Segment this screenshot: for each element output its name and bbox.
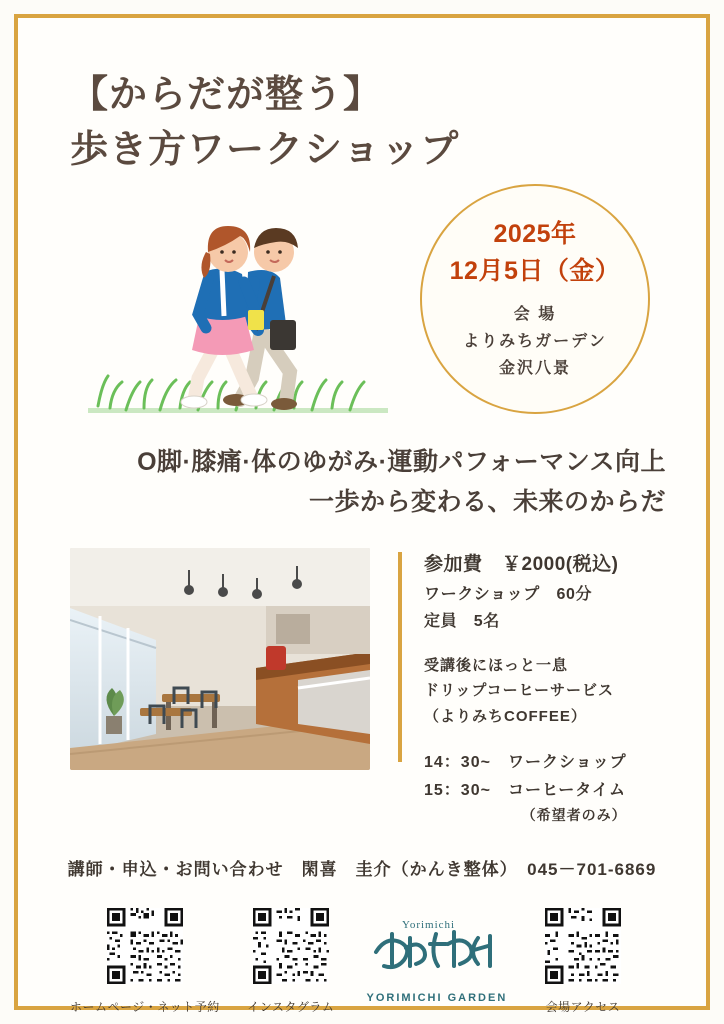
event-date-day: 12月5日（金） bbox=[449, 257, 621, 286]
schedule-note: （希望者のみ） bbox=[521, 806, 627, 823]
schedule bbox=[424, 749, 627, 827]
duration-text: ワークショップ 60分 bbox=[424, 585, 593, 603]
venue-photo bbox=[70, 548, 370, 770]
venue-area: 金沢八景 bbox=[498, 360, 571, 378]
catch-copy-line-2: 一歩から変わる、未来のからだ bbox=[308, 488, 666, 517]
qr-caption: 会場アクセス bbox=[545, 1000, 621, 1015]
schedule-line-2: 15：30~ コーヒータイム bbox=[424, 781, 626, 799]
coffee-service-line-3: （よりみちCOFFEE） bbox=[424, 707, 587, 725]
qr-caption: インスタグラム bbox=[247, 1000, 335, 1015]
coffee-service-line-1: 受講後にほっと一息 bbox=[424, 656, 569, 674]
contact-line: 講師・申込・お問い合わせ 閑喜 圭介（かんき整体） 045－701-6869 bbox=[67, 860, 657, 880]
qr-code-icon[interactable] bbox=[253, 908, 329, 984]
catch-copy-line-1: O脚·膝痛·体のゆがみ·運動パフォーマンス向上 bbox=[137, 448, 666, 477]
event-details bbox=[424, 548, 627, 827]
poster-frame bbox=[14, 14, 710, 1015]
poster-content bbox=[18, 18, 706, 1015]
page-title bbox=[70, 68, 676, 178]
schedule-line-1: 14：30~ ワークショップ bbox=[424, 754, 627, 772]
event-date-year: 2025年 bbox=[493, 219, 577, 248]
logo-caption: YORIMICHI GARDEN bbox=[366, 992, 508, 1005]
qr-caption: ホームページ・ネット予約 bbox=[70, 1000, 220, 1015]
fee-text: 参加費 ￥2000(税込) bbox=[424, 554, 619, 576]
qr-code-icon[interactable] bbox=[107, 908, 183, 984]
qr-item-homepage[interactable] bbox=[70, 908, 220, 1015]
logo-mark bbox=[362, 908, 512, 984]
qr-row bbox=[48, 908, 676, 1015]
details-section bbox=[48, 548, 676, 827]
vertical-divider bbox=[398, 552, 402, 762]
venue-name: よりみちガーデン bbox=[463, 333, 607, 351]
walking-couple-illustration bbox=[88, 194, 388, 444]
venue-label: 会 場 bbox=[513, 305, 557, 323]
capacity-text: 定員 5名 bbox=[424, 613, 500, 631]
coffee-service bbox=[424, 653, 627, 730]
qr-item-access[interactable] bbox=[512, 908, 654, 1015]
date-circle bbox=[420, 184, 650, 414]
catch-copy bbox=[48, 442, 676, 522]
title-line-2: 歩き方ワークショップ bbox=[70, 129, 460, 172]
illustration-and-date-row bbox=[48, 178, 676, 448]
qr-item-instagram[interactable] bbox=[220, 908, 362, 1015]
svg-text:Yorimichi: Yorimichi bbox=[401, 919, 455, 932]
coffee-service-line-2: ドリップコーヒーサービス bbox=[424, 682, 615, 700]
yorimichi-garden-logo bbox=[362, 908, 512, 1004]
title-line-1: 【からだが整う】 bbox=[70, 74, 383, 116]
qr-code-icon[interactable] bbox=[545, 908, 621, 984]
